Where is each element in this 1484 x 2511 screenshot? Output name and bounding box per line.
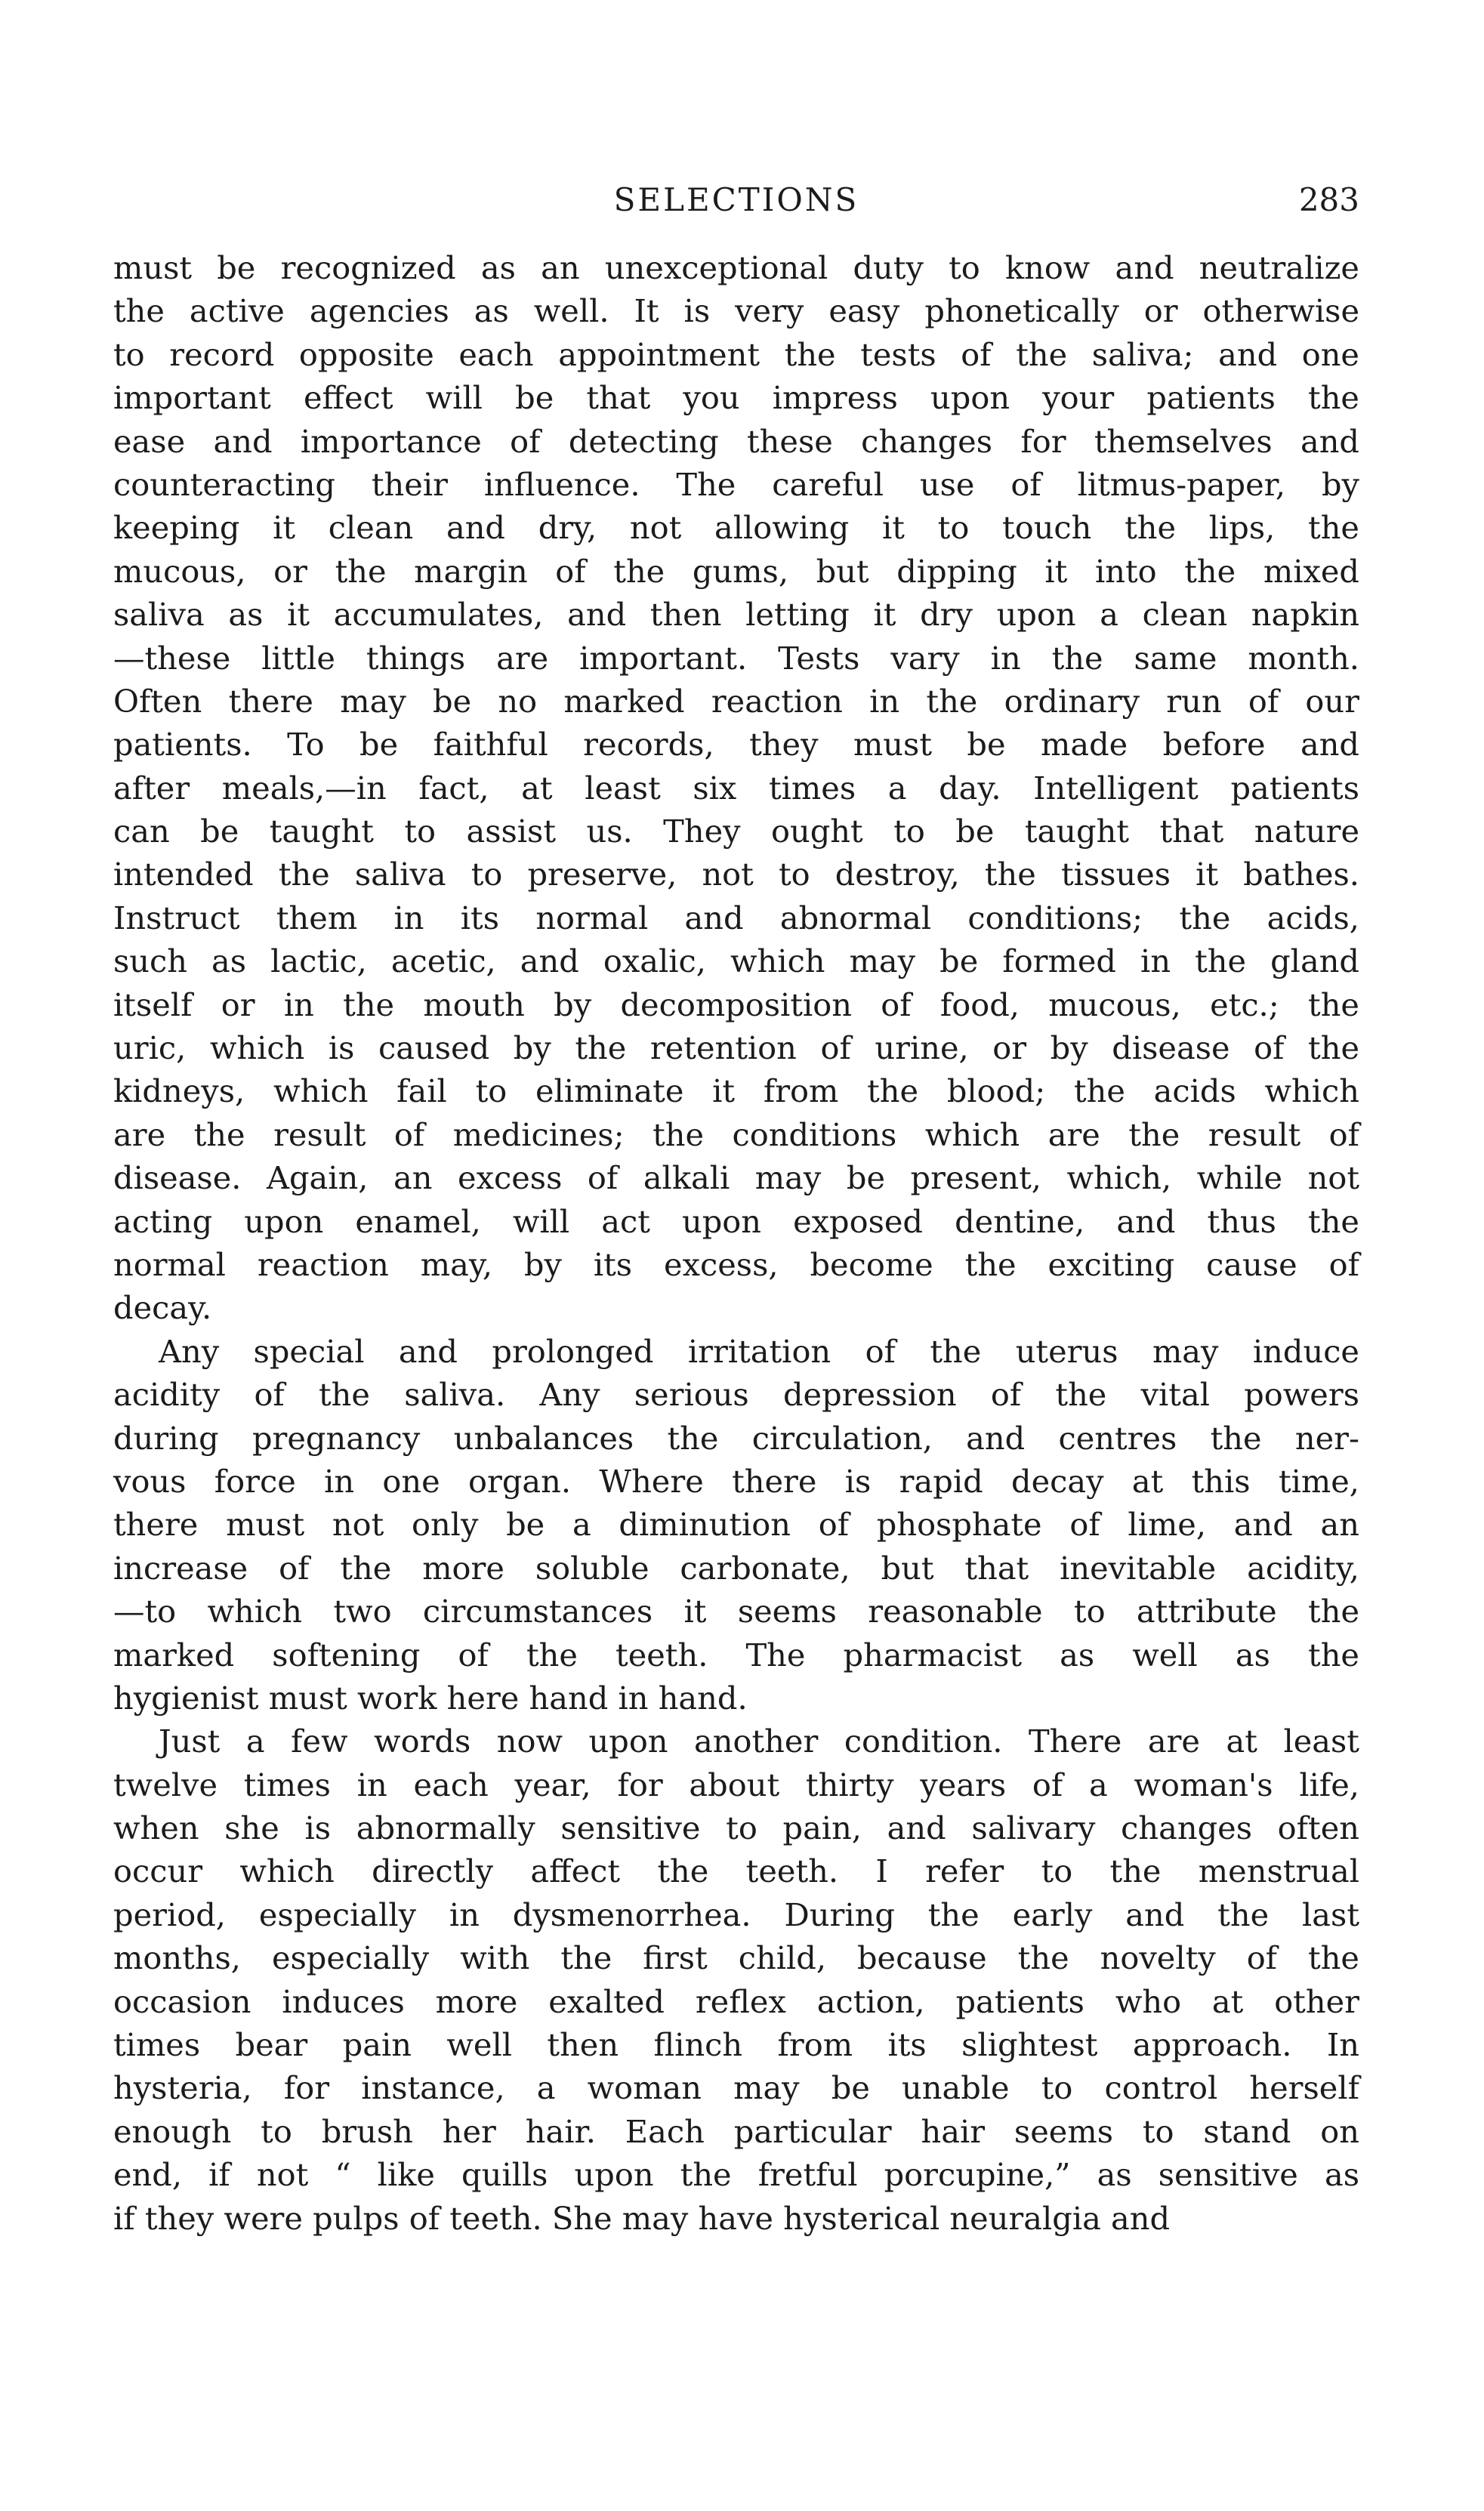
- text-line: acidity of the saliva. Any serious depression of the vital powers: [113, 1376, 1359, 1414]
- text-line: mucous, or the margin of the gums, but dipping it into the mixed: [113, 552, 1359, 590]
- text-line: uric, which is caused by the retention of urine, or by disease of the: [113, 1029, 1359, 1067]
- text-line: occasion induces more exalted reflex action, patients who at other: [113, 1982, 1359, 2020]
- text-line: Often there may be no marked reaction in the ordinary run of our: [113, 682, 1359, 720]
- text-line: must be recognized as an unexceptional duty to know and neutralize: [113, 249, 1359, 286]
- text-line: —to which two circumstances it seems reasonable to attribute the: [113, 1593, 1359, 1630]
- text-line: keeping it clean and dry, not allowing it to touch the lips, the: [113, 509, 1359, 547]
- text-line: Just a few words now upon another condition. There are at least: [159, 1723, 1359, 1760]
- text-line: to record opposite each appointment the tests of the saliva; and one: [113, 335, 1359, 373]
- book-page: [113, 181, 1359, 2240]
- text-line: Any special and prolonged irritation of the uterus may induce: [159, 1332, 1359, 1370]
- body-text: [113, 246, 1359, 2240]
- text-line: important effect will be that you impress upon your patients the: [113, 379, 1359, 417]
- text-line: hygienist must work here hand in hand.: [113, 1679, 748, 1717]
- text-line: counteracting their influence. The careful use of litmus-paper, by: [113, 465, 1359, 503]
- paragraph: [113, 246, 1359, 1330]
- text-line: there must not only be a diminution of phosphate of lime, and an: [113, 1506, 1359, 1544]
- text-line: normal reaction may, by its excess, become the exciting cause of: [113, 1245, 1359, 1283]
- text-line: vous force in one organ. Where there is rapid decay at this time,: [113, 1462, 1359, 1500]
- running-head: [113, 181, 1359, 234]
- text-line: kidneys, which fail to eliminate it from the blood; the acids which: [113, 1072, 1359, 1110]
- text-line: acting upon enamel, will act upon exposed dentine, and thus the: [113, 1202, 1359, 1240]
- text-line: when she is abnormally sensitive to pain, and salivary changes often: [113, 1809, 1359, 1847]
- text-line: hysteria, for instance, a woman may be unable to control herself: [113, 2069, 1359, 2107]
- text-line: twelve times in each year, for about thirty years of a woman's life,: [113, 1766, 1359, 1803]
- text-line: enough to brush her hair. Each particular hair seems to stand on: [113, 2112, 1359, 2150]
- text-line: after meals,—in fact, at least six times a day. Intelligent patients: [113, 769, 1359, 807]
- text-line: during pregnancy unbalances the circulation, and centres the ner-: [113, 1419, 1359, 1457]
- text-line: decay.: [113, 1289, 212, 1327]
- paragraph: [113, 1330, 1359, 1720]
- text-line: are the result of medicines; the conditions which are the result of: [113, 1115, 1359, 1153]
- text-line: increase of the more soluble carbonate, but that inevitable acidity,: [113, 1549, 1359, 1587]
- text-line: occur which directly affect the teeth. I refer to the menstrual: [113, 1852, 1359, 1890]
- text-line: end, if not “ like quills upon the fretful porcupine,” as sensitive as: [113, 2156, 1359, 2194]
- text-line: patients. To be faithful records, they must be made before and: [113, 726, 1359, 763]
- running-title: SELECTIONS: [613, 181, 859, 218]
- text-line: ease and importance of detecting these changes for themselves and: [113, 422, 1359, 460]
- text-line: —these little things are important. Tests vary in the same month.: [113, 639, 1359, 677]
- text-line: intended the saliva to preserve, not to destroy, the tissues it bathes.: [113, 856, 1359, 893]
- text-line: itself or in the mouth by decomposition of food, mucous, etc.; the: [113, 986, 1359, 1023]
- text-line: the active agencies as well. It is very easy phonetically or otherwise: [113, 292, 1359, 330]
- text-line: can be taught to assist us. They ought to be taught that nature: [113, 813, 1359, 850]
- text-line: Instruct them in its normal and abnormal conditions; the acids,: [113, 899, 1359, 936]
- paragraph: [113, 1720, 1359, 2240]
- text-line: times bear pain well then flinch from its slightest approach. In: [113, 2026, 1359, 2064]
- text-line: such as lactic, acetic, and oxalic, which may be formed in the gland: [113, 942, 1359, 980]
- text-line: saliva as it accumulates, and then letting it dry upon a clean napkin: [113, 596, 1359, 634]
- text-line: months, especially with the first child, because the novelty of the: [113, 1939, 1359, 1977]
- page-number: 283: [1298, 181, 1359, 218]
- text-line: disease. Again, an excess of alkali may be present, which, while not: [113, 1159, 1359, 1197]
- text-line: marked softening of the teeth. The pharmacist as well as the: [113, 1636, 1359, 1673]
- text-line: period, especially in dysmenorrhea. During the early and the last: [113, 1896, 1359, 1933]
- text-line: if they were pulps of teeth. She may have hysterical neuralgia and: [113, 2199, 1171, 2237]
